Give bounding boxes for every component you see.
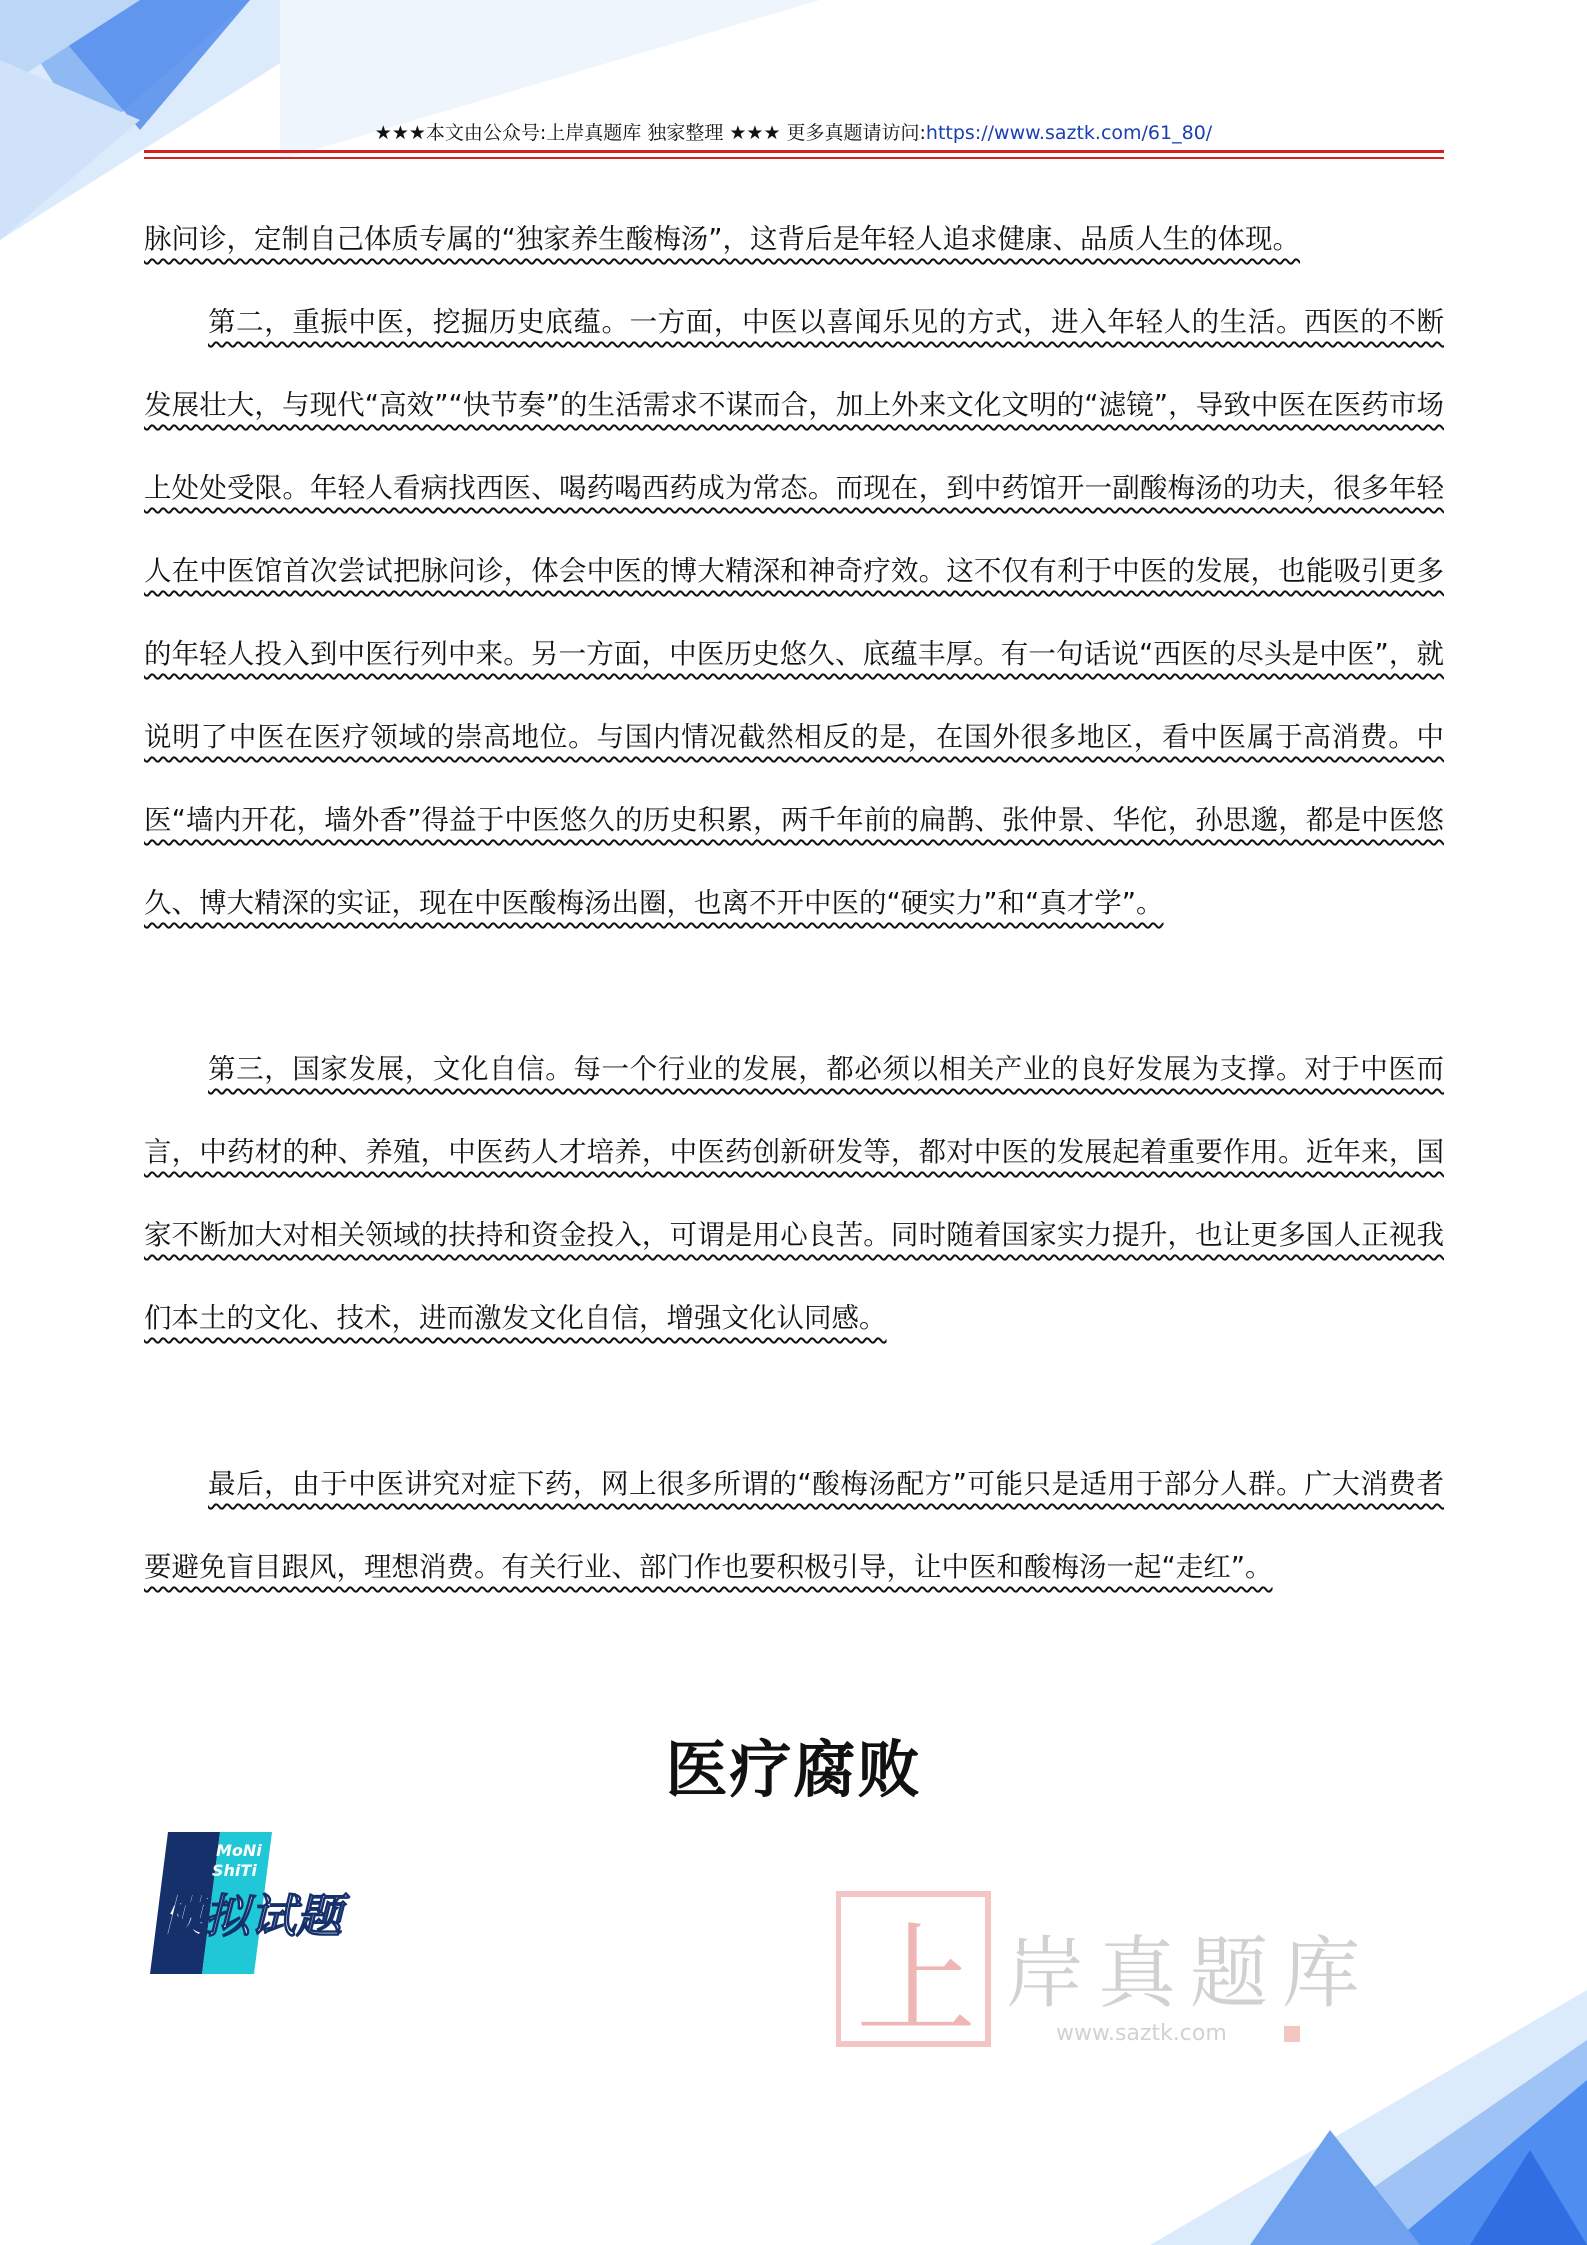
badge-label: 模拟试题 <box>158 1889 342 1943</box>
header-text: ★★★本文由公众号:上岸真题库 独家整理 ★★★ 更多真题请访问: <box>374 122 926 144</box>
brand-watermark <box>836 1890 1396 2060</box>
header-rule-top <box>144 150 1444 153</box>
section-title: 医疗腐败 <box>665 1733 922 1806</box>
paragraph-second: 第二，重振中医，挖掘历史底蕴。一方面，中医以喜闻乐见的方式，进入年轻人的生活。西医的不断发展壮大，与现代“高效”“快节奏”的生活需求不谋而合，加上外来文化文明的“滤镜”，导致中医在医药市场上处处受限。年轻人看病找西医、喝药喝西药成为常态。而现在，到中药馆开一副酸梅汤的功夫，很多年轻人在中医馆首次尝试把脉问诊，体会中医的博大精深和神奇疗效。这不仅有利于中医的发展，也能吸引更多的年轻人投入到中医行列中来。另一方面，中医历史悠久、底蕴丰厚。有一句话说“西医的尽头是中医”，就说明了中医在医疗领域的崇高地位。与国内情况截然相反的是，在国外很多地区，看中医属于高消费。中医“墙内开花，墙外香”得益于中医悠久的历史积累，两千年前的扁鹊、张仲景、华佗，孙思邈，都是中医悠久、博大精深的实证，现在中医酸梅汤出圈，也离不开中医的“硬实力”和“真才学”。 <box>144 306 1444 919</box>
paragraph-continued: 脉问诊，定制自己体质专属的“独家养生酸梅汤”，这背后是年轻人追求健康、品质人生的体现。 <box>144 223 1300 255</box>
badge-small-2: ShiTi <box>212 1861 257 1880</box>
watermark-url: www.saztk.com <box>1056 2021 1227 2046</box>
header-url[interactable]: https://www.saztk.com/61_80/ <box>925 122 1213 144</box>
badge-small-1: MoNi <box>216 1841 262 1860</box>
page-header <box>0 118 1587 145</box>
mock-exam-badge <box>150 1832 370 1974</box>
paragraph-last: 最后，由于中医讲究对症下药，网上很多所谓的“酸梅汤配方”可能只是适用于部分人群。广大消费者要避免盲目跟风，理想消费。有关行业、部门作也要积极引导，让中医和酸梅汤一起“走红”。 <box>144 1468 1444 1583</box>
watermark-char: 上 <box>856 1912 976 2051</box>
header-rule-bottom <box>144 157 1444 159</box>
paragraph-third: 第三，国家发展，文化自信。每一个行业的发展，都必须以相关产业的良好发展为支撑。对于中医而言，中药材的种、养殖，中医药人才培养，中医药创新研发等，都对中医的发展起着重要作用。近年来，国家不断加大对相关领域的扶持和资金投入，可谓是用心良苦。同时随着国家实力提升，也让更多国人正视我们本土的文化、技术，进而激发文化自信，增强文化认同感。 <box>144 1053 1444 1334</box>
watermark-brand: 岸真题库 <box>1006 1929 1375 2019</box>
